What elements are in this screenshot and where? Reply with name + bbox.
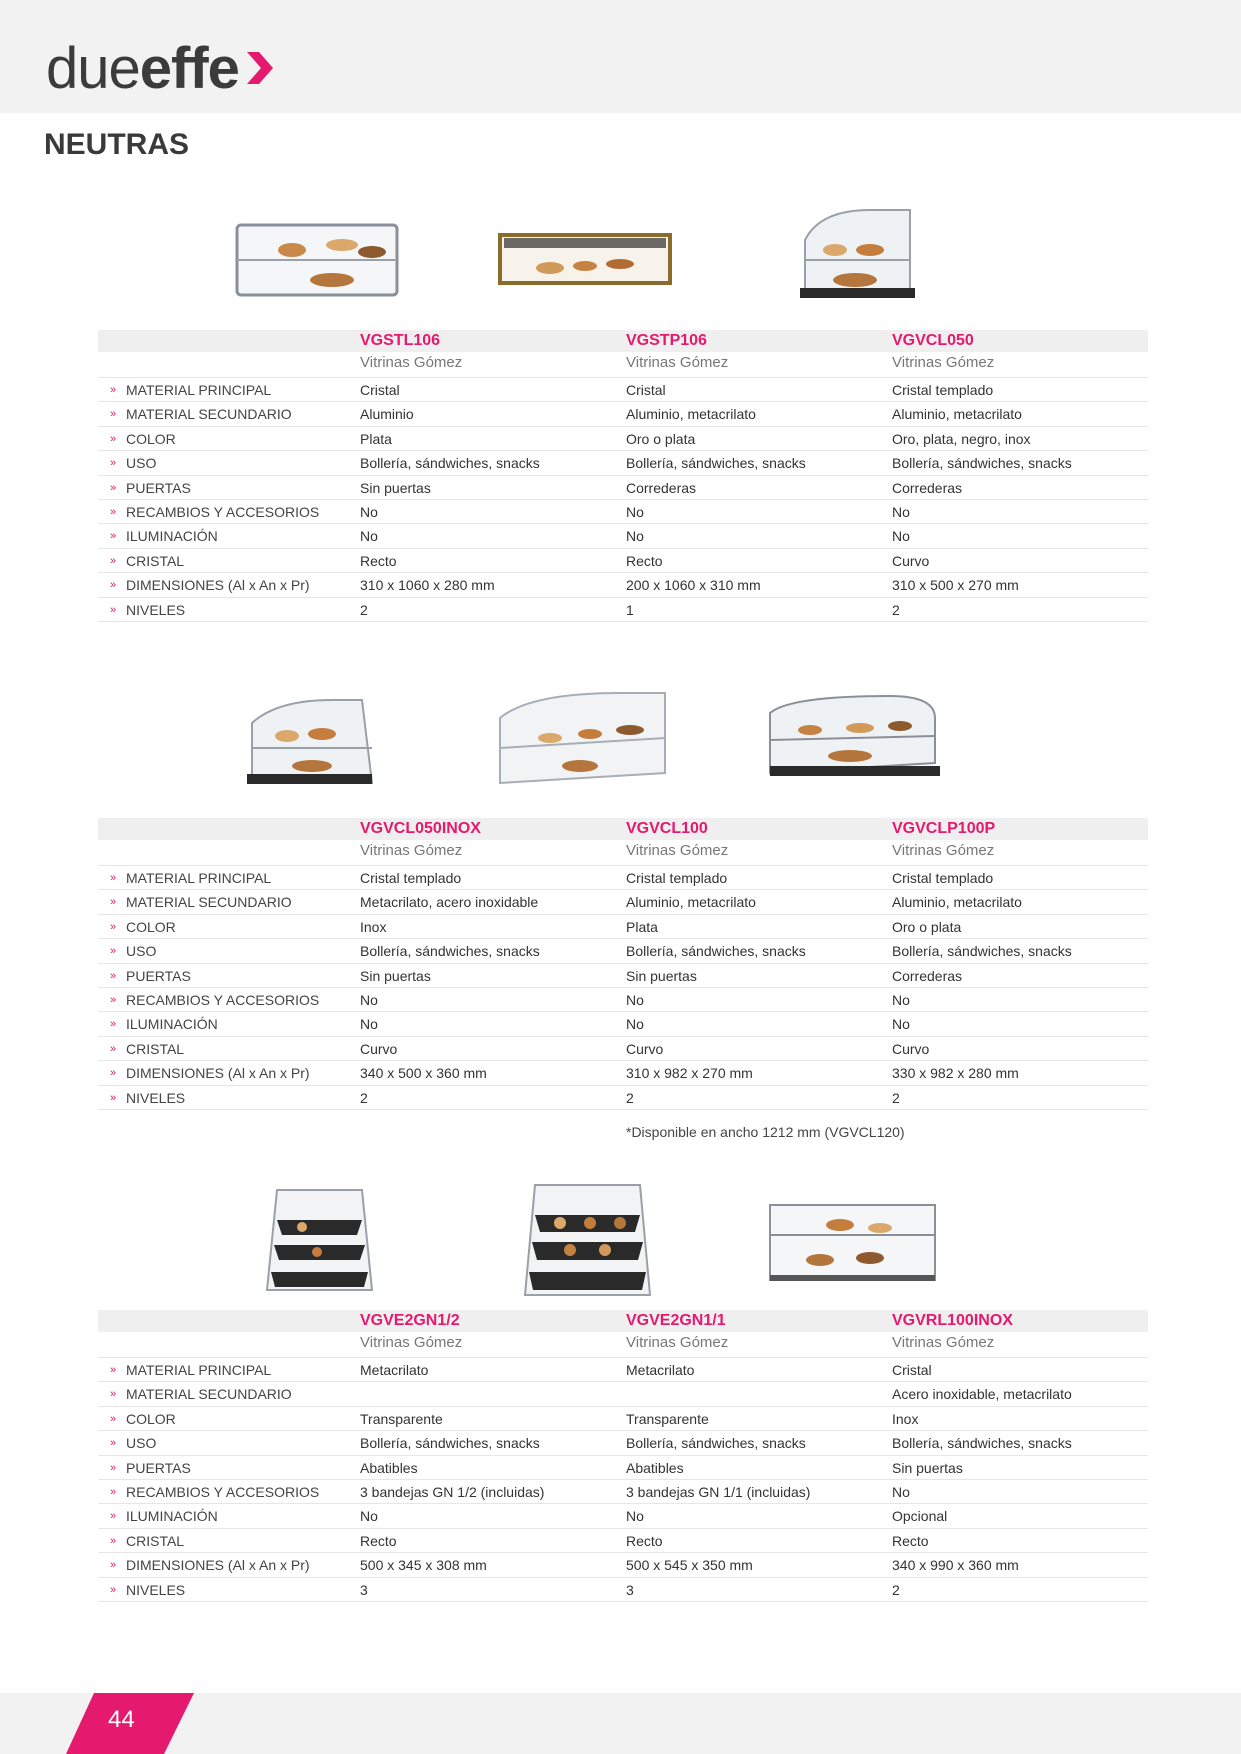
bullet-icon: » xyxy=(110,1364,117,1376)
product-code[interactable]: VGSTP106 xyxy=(626,332,707,349)
spec-value: Recto xyxy=(360,1532,397,1549)
bullet-icon: » xyxy=(110,1461,117,1474)
spec-row xyxy=(98,1504,1148,1528)
spec-value: 3 bandejas GN 1/1 (incluidas) xyxy=(626,1483,811,1500)
bullet-icon: » xyxy=(110,872,117,884)
spec-value: 2 xyxy=(892,601,900,618)
spec-label: ILUMINACIÓN xyxy=(126,1016,218,1033)
spec-label: DIMENSIONES (Al x An x Pr) xyxy=(126,1065,310,1082)
bullet-icon: » xyxy=(110,1388,117,1401)
spec-value: No xyxy=(626,1016,644,1033)
spec-value: 2 xyxy=(892,1089,900,1106)
spec-row xyxy=(98,988,1148,1012)
spec-value: Bollería, sándwiches, snacks xyxy=(360,1435,540,1452)
spec-value: 310 x 500 x 270 mm xyxy=(892,577,1019,594)
product-code[interactable]: VGSTL106 xyxy=(360,332,441,349)
spec-row xyxy=(98,1086,1148,1110)
spec-value: No xyxy=(892,1483,910,1500)
spec-row xyxy=(98,573,1148,597)
spec-value: Bollería, sándwiches, snacks xyxy=(892,455,1072,472)
spec-label: USO xyxy=(126,1435,157,1452)
product-image[interactable] xyxy=(760,688,950,808)
bullet-icon: » xyxy=(110,1559,117,1572)
spec-value: No xyxy=(360,991,378,1008)
spec-row xyxy=(98,1407,1148,1431)
spec-value: Oro o plata xyxy=(626,430,696,447)
spec-row xyxy=(98,1382,1148,1406)
spec-value: 1 xyxy=(626,601,634,618)
spec-value: Correderas xyxy=(892,967,963,984)
spec-row xyxy=(98,476,1148,500)
spec-value: 200 x 1060 x 310 mm xyxy=(626,577,761,594)
spec-value: Inox xyxy=(360,918,387,935)
spec-value: Recto xyxy=(626,1532,663,1549)
product-brand: Vitrinas Gómez xyxy=(360,842,463,859)
product-image[interactable] xyxy=(222,688,412,808)
spec-value: 2 xyxy=(892,1581,900,1598)
spec-value: 340 x 500 x 360 mm xyxy=(360,1065,487,1082)
spec-value: Aluminio xyxy=(360,406,414,423)
brand-row xyxy=(98,840,1148,866)
logo-text-bold: effe xyxy=(139,35,239,101)
bullet-icon: » xyxy=(110,554,117,567)
product-image[interactable] xyxy=(760,200,950,320)
spec-value: 310 x 1060 x 280 mm xyxy=(360,577,495,594)
spec-value: Sin puertas xyxy=(892,1459,963,1476)
product-image[interactable] xyxy=(222,1180,412,1300)
bullet-icon: » xyxy=(110,481,117,494)
bullet-icon: » xyxy=(110,579,117,592)
display-case-illustration xyxy=(490,688,680,808)
spec-value: No xyxy=(892,991,910,1008)
spec-value: No xyxy=(892,1016,910,1033)
spec-label: COLOR xyxy=(126,430,176,447)
bullet-icon: » xyxy=(110,1018,117,1031)
product-code[interactable]: VGVCL050INOX xyxy=(360,820,481,837)
spec-value: Curvo xyxy=(892,1040,930,1057)
spec-row xyxy=(98,378,1148,402)
spec-value: Aluminio, metacrilato xyxy=(892,406,1022,423)
spec-value: Abatibles xyxy=(626,1459,684,1476)
product-code-row xyxy=(98,818,1148,840)
spec-value: Correderas xyxy=(626,479,697,496)
spec-label: CRISTAL xyxy=(126,1532,185,1549)
spec-value: Bollería, sándwiches, snacks xyxy=(626,455,806,472)
display-case-illustration xyxy=(490,1180,680,1300)
spec-value: Transparente xyxy=(360,1410,443,1427)
bullet-icon: » xyxy=(110,432,117,445)
spec-value: Transparente xyxy=(626,1410,709,1427)
spec-label: MATERIAL PRINCIPAL xyxy=(126,1362,272,1378)
spec-label: MATERIAL PRINCIPAL xyxy=(126,382,272,398)
spec-row xyxy=(98,1578,1148,1602)
bullet-icon: » xyxy=(110,1091,117,1104)
spec-row xyxy=(98,1553,1148,1577)
bullet-icon: » xyxy=(110,1412,117,1425)
product-brand: Vitrinas Gómez xyxy=(626,354,729,371)
product-images xyxy=(98,1180,1148,1310)
spec-value: Bollería, sándwiches, snacks xyxy=(360,943,540,960)
spec-value: 3 xyxy=(360,1581,368,1598)
product-block xyxy=(98,200,1148,622)
spec-label: MATERIAL PRINCIPAL xyxy=(126,870,272,886)
spec-value: Oro, plata, negro, inox xyxy=(892,430,1031,447)
display-case-illustration xyxy=(760,1180,950,1300)
bullet-icon: » xyxy=(110,384,117,396)
display-case-illustration xyxy=(760,688,950,808)
spec-row xyxy=(98,1061,1148,1085)
spec-value: Cristal templado xyxy=(892,382,994,398)
spec-label: COLOR xyxy=(126,1410,176,1427)
spec-value: Cristal xyxy=(360,382,400,398)
spec-value: Sin puertas xyxy=(360,479,431,496)
spec-value: Curvo xyxy=(892,552,930,569)
spec-label: PUERTAS xyxy=(126,1459,191,1476)
spec-value: 330 x 982 x 280 mm xyxy=(892,1065,1019,1082)
spec-value: 2 xyxy=(360,601,368,618)
spec-value: Curvo xyxy=(626,1040,664,1057)
spec-value: No xyxy=(360,1508,378,1525)
spec-value: Metacrilato xyxy=(626,1362,695,1378)
bullet-icon: » xyxy=(110,1583,117,1596)
spec-value: No xyxy=(626,503,644,520)
product-code[interactable]: VGVCLP100P xyxy=(892,820,996,837)
spec-value: Cristal xyxy=(626,382,666,398)
spec-value: 3 bandejas GN 1/2 (incluidas) xyxy=(360,1483,545,1500)
bullet-icon: » xyxy=(110,1534,117,1547)
spec-value: Bollería, sándwiches, snacks xyxy=(626,1435,806,1452)
spec-value: Recto xyxy=(626,552,663,569)
spec-label: COLOR xyxy=(126,918,176,935)
display-case-illustration xyxy=(222,1180,412,1300)
spec-row xyxy=(98,1529,1148,1553)
spec-row xyxy=(98,1012,1148,1036)
spec-value: 500 x 545 x 350 mm xyxy=(626,1557,753,1574)
spec-row xyxy=(98,402,1148,426)
spec-row xyxy=(98,1358,1148,1382)
bullet-icon: » xyxy=(110,1437,117,1450)
spec-label: RECAMBIOS Y ACCESORIOS xyxy=(126,1483,320,1500)
product-code-row xyxy=(98,330,1148,352)
spec-value: 2 xyxy=(360,1089,368,1106)
spec-row xyxy=(98,1037,1148,1061)
spec-value: Bollería, sándwiches, snacks xyxy=(626,943,806,960)
product-code[interactable]: VGVCL050 xyxy=(892,332,974,349)
spec-label: MATERIAL SECUNDARIO xyxy=(126,406,292,423)
spec-label: PUERTAS xyxy=(126,967,191,984)
bullet-icon: » xyxy=(110,1485,117,1498)
spec-label: MATERIAL SECUNDARIO xyxy=(126,1386,292,1403)
spec-label: PUERTAS xyxy=(126,479,191,496)
spec-label: RECAMBIOS Y ACCESORIOS xyxy=(126,991,320,1008)
spec-row xyxy=(98,524,1148,548)
spec-value: Bollería, sándwiches, snacks xyxy=(892,1435,1072,1452)
spec-value: Plata xyxy=(626,918,658,935)
spec-label: NIVELES xyxy=(126,601,186,618)
brand-row xyxy=(98,1332,1148,1358)
spec-row xyxy=(98,598,1148,622)
page-number: 44 xyxy=(108,1706,135,1733)
bullet-icon: » xyxy=(110,408,117,421)
bullet-icon: » xyxy=(110,1510,117,1523)
spec-value: Plata xyxy=(360,430,392,447)
spec-value: No xyxy=(892,528,910,545)
product-block xyxy=(98,1180,1148,1602)
spec-label: USO xyxy=(126,455,157,472)
spec-value: No xyxy=(360,528,378,545)
spec-value: No xyxy=(360,1016,378,1033)
spec-value: 500 x 345 x 308 mm xyxy=(360,1557,487,1574)
spec-label: DIMENSIONES (Al x An x Pr) xyxy=(126,1557,310,1574)
spec-value: Sin puertas xyxy=(360,967,431,984)
product-brand: Vitrinas Gómez xyxy=(892,842,995,859)
spec-value: Metacrilato xyxy=(360,1362,429,1378)
spec-label: USO xyxy=(126,943,157,960)
spec-value: No xyxy=(626,991,644,1008)
spec-value: Cristal xyxy=(892,1362,932,1378)
display-case-illustration xyxy=(222,200,412,320)
spec-label: ILUMINACIÓN xyxy=(126,528,218,545)
spec-value: Cristal templado xyxy=(892,870,994,886)
spec-value: Sin puertas xyxy=(626,967,697,984)
product-brand: Vitrinas Gómez xyxy=(892,1334,995,1351)
spec-value: No xyxy=(360,503,378,520)
bullet-icon: » xyxy=(110,505,117,518)
product-image[interactable] xyxy=(490,1180,680,1300)
spec-row xyxy=(98,915,1148,939)
spec-value: No xyxy=(892,503,910,520)
logo-text-light: due xyxy=(46,35,140,101)
product-image[interactable] xyxy=(222,200,412,320)
product-image[interactable] xyxy=(760,1180,950,1300)
spec-label: ILUMINACIÓN xyxy=(126,1508,218,1525)
brand-row xyxy=(98,352,1148,378)
display-case-illustration xyxy=(760,200,950,320)
product-images xyxy=(98,200,1148,330)
product-code[interactable]: VGVE2GN1/1 xyxy=(626,1312,726,1329)
spec-value: 310 x 982 x 270 mm xyxy=(626,1065,753,1082)
bullet-icon: » xyxy=(110,920,117,933)
spec-row xyxy=(98,451,1148,475)
spec-value: Curvo xyxy=(360,1040,398,1057)
product-code[interactable]: VGVE2GN1/2 xyxy=(360,1312,460,1329)
product-code[interactable]: VGVRL100INOX xyxy=(892,1312,1013,1329)
product-code[interactable]: VGVCL100 xyxy=(626,820,708,837)
product-code-row xyxy=(98,1310,1148,1332)
product-images xyxy=(98,688,1148,818)
spec-row xyxy=(98,500,1148,524)
spec-value: Abatibles xyxy=(360,1459,418,1476)
spec-value: Aluminio, metacrilato xyxy=(626,406,756,423)
spec-value: Correderas xyxy=(892,479,963,496)
spec-row xyxy=(98,427,1148,451)
bullet-icon: » xyxy=(110,1067,117,1080)
bullet-icon: » xyxy=(110,457,117,470)
spec-value: Aluminio, metacrilato xyxy=(626,894,756,911)
spec-value: Oro o plata xyxy=(892,918,962,935)
spec-label: CRISTAL xyxy=(126,1040,185,1057)
bullet-icon: » xyxy=(110,1042,117,1055)
product-image[interactable] xyxy=(490,688,680,808)
bullet-icon: » xyxy=(110,993,117,1006)
spec-row xyxy=(98,939,1148,963)
product-brand: Vitrinas Gómez xyxy=(892,354,995,371)
spec-value: Bollería, sándwiches, snacks xyxy=(892,943,1072,960)
spec-label: NIVELES xyxy=(126,1581,186,1598)
availability-note: *Disponible en ancho 1212 mm (VGVCL120) xyxy=(626,1124,905,1140)
product-image[interactable] xyxy=(490,200,680,320)
spec-row xyxy=(98,549,1148,573)
spec-value: Aluminio, metacrilato xyxy=(892,894,1022,911)
dueeffe-logo[interactable] xyxy=(46,35,275,101)
spec-row xyxy=(98,866,1148,890)
spec-value: No xyxy=(626,1508,644,1525)
spec-value: Opcional xyxy=(892,1508,948,1525)
chevron-right-icon xyxy=(245,50,275,86)
product-brand: Vitrinas Gómez xyxy=(626,1334,729,1351)
product-brand: Vitrinas Gómez xyxy=(360,354,463,371)
bullet-icon: » xyxy=(110,896,117,909)
spec-label: RECAMBIOS Y ACCESORIOS xyxy=(126,503,320,520)
spec-value: Recto xyxy=(360,552,397,569)
spec-row xyxy=(98,890,1148,914)
spec-label: CRISTAL xyxy=(126,552,185,569)
spec-value: Cristal templado xyxy=(360,870,462,886)
spec-value: Bollería, sándwiches, snacks xyxy=(360,455,540,472)
spec-value: 2 xyxy=(626,1089,634,1106)
spec-value: 3 xyxy=(626,1581,634,1598)
bullet-icon: » xyxy=(110,530,117,543)
display-case-illustration xyxy=(222,688,412,808)
spec-value: Inox xyxy=(892,1410,919,1427)
spec-row xyxy=(98,1431,1148,1455)
bullet-icon: » xyxy=(110,945,117,958)
display-case-illustration xyxy=(490,200,680,320)
section-title: NEUTRAS xyxy=(44,128,190,161)
bullet-icon: » xyxy=(110,969,117,982)
spec-value: Metacrilato, acero inoxidable xyxy=(360,894,539,911)
product-brand: Vitrinas Gómez xyxy=(626,842,729,859)
spec-value: Acero inoxidable, metacrilato xyxy=(892,1386,1072,1403)
spec-label: MATERIAL SECUNDARIO xyxy=(126,894,292,911)
product-block xyxy=(98,688,1148,1140)
product-brand: Vitrinas Gómez xyxy=(360,1334,463,1351)
spec-value: Recto xyxy=(892,1532,929,1549)
spec-label: NIVELES xyxy=(126,1089,186,1106)
spec-row xyxy=(98,1456,1148,1480)
spec-value: 340 x 990 x 360 mm xyxy=(892,1557,1019,1574)
spec-row xyxy=(98,964,1148,988)
bullet-icon: » xyxy=(110,603,117,616)
spec-row xyxy=(98,1480,1148,1504)
spec-label: DIMENSIONES (Al x An x Pr) xyxy=(126,577,310,594)
spec-value: Cristal templado xyxy=(626,870,728,886)
spec-value: No xyxy=(626,528,644,545)
